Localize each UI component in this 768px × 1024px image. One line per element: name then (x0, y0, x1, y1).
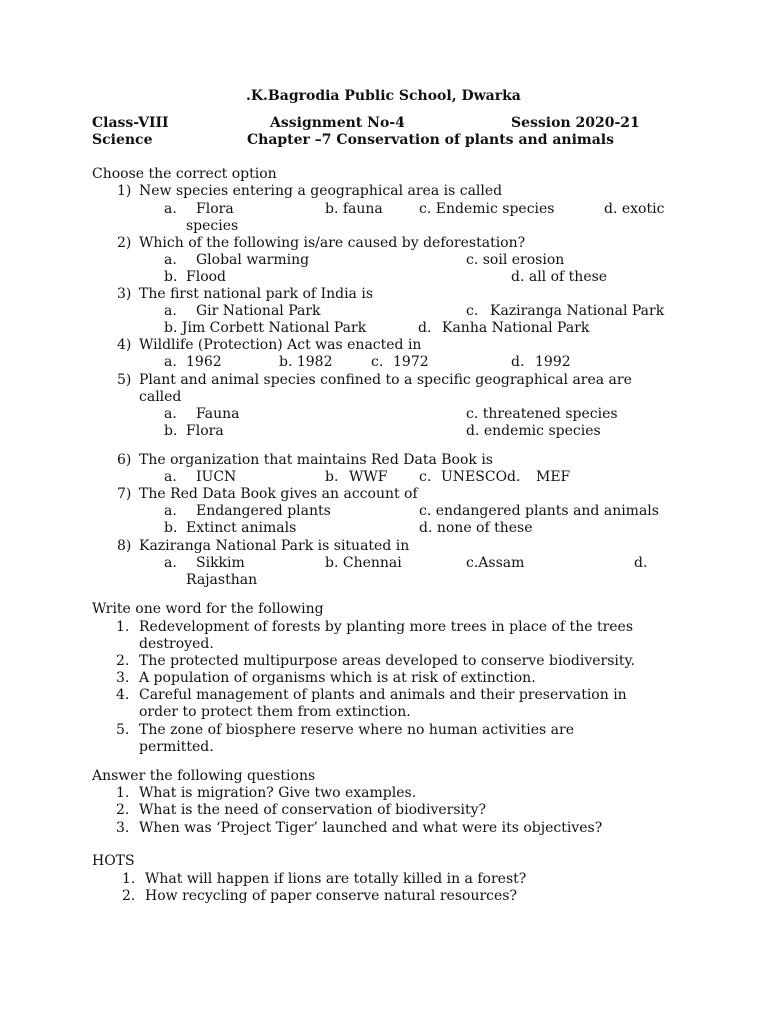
item-number: 1. (122, 871, 136, 887)
subject-label: Science (92, 132, 153, 148)
option-text: Flood (186, 269, 227, 285)
item-text: Redevelopment of forests by planting more trees in place of the trees (139, 619, 634, 635)
option-text: Gir National Park (196, 303, 321, 319)
option-text: Kanha National Park (442, 320, 590, 336)
item-text-continued: destroyed. (139, 636, 214, 652)
item-text: What will happen if lions are totally killed in a forest? (145, 871, 527, 887)
option-text: UNESCOd. (441, 469, 521, 485)
option-label: c. (419, 469, 432, 485)
item-text: When was ‘Project Tiger’ launched and what were its objectives? (139, 820, 603, 836)
item-text: Careful management of plants and animals and their preservation in (139, 687, 627, 703)
option-b: b. 1982 (279, 354, 333, 370)
option-text: MEF (536, 469, 571, 485)
question-text: Which of the following is/are caused by deforestation? (139, 235, 526, 251)
option-label: a. (164, 354, 177, 370)
option-label: a. (164, 503, 177, 519)
option-d: d. none of these (419, 520, 533, 536)
question-number: 4) (117, 337, 132, 353)
item-text: The protected multipurpose areas developed to conserve biodiversity. (139, 653, 635, 669)
question-text-continued: called (139, 389, 182, 405)
school-name: .K.Bagrodia Public School, Dwarka (246, 88, 521, 104)
option-b: b. Jim Corbett National Park (164, 320, 367, 336)
option-d: d. endemic species (466, 423, 601, 439)
item-number: 2. (116, 653, 130, 669)
option-c: c. threatened species (466, 406, 618, 422)
option-label: a. (164, 303, 177, 319)
option-text: Global warming (196, 252, 310, 268)
option-c: c.Assam (466, 555, 525, 571)
option-text: Sikkim (196, 555, 245, 571)
option-text: 1992 (535, 354, 571, 370)
item-number: 5. (116, 722, 130, 738)
option-text: Flora (196, 201, 234, 217)
option-text: IUCN (196, 469, 237, 485)
option-text: Endangered plants (196, 503, 331, 519)
question-text: The organization that maintains Red Data Book is (139, 452, 493, 468)
option-label: b. (164, 520, 178, 536)
option-c: c. endangered plants and animals (419, 503, 659, 519)
option-label: a. (164, 201, 177, 217)
question-number: 3) (117, 286, 132, 302)
item-number: 4. (116, 687, 130, 703)
item-number: 2. (116, 802, 130, 818)
item-number: 2. (122, 888, 136, 904)
item-text: How recycling of paper conserve natural resources? (145, 888, 517, 904)
section-heading-hots: HOTS (92, 853, 135, 869)
question-number: 2) (117, 235, 132, 251)
option-text: 1972 (393, 354, 429, 370)
chapter-title: Chapter –7 Conservation of plants and animals (247, 132, 615, 148)
option-b: b. Chennai (325, 555, 402, 571)
option-d: d. all of these (511, 269, 608, 285)
item-number: 3. (116, 820, 130, 836)
option-c: c. soil erosion (466, 252, 565, 268)
item-text-continued: permitted. (139, 739, 214, 755)
question-text: New species entering a geographical area is called (139, 183, 503, 199)
option-d-continued: species (186, 218, 239, 234)
item-number: 1. (116, 619, 130, 635)
question-text: The Red Data Book gives an account of (139, 486, 418, 502)
option-d: d. (634, 555, 648, 571)
question-number: 6) (117, 452, 132, 468)
option-label: d. (418, 320, 432, 336)
option-label: a. (164, 555, 177, 571)
item-text: A population of organisms which is at risk of extinction. (139, 670, 536, 686)
section-heading-one-word: Write one word for the following (92, 601, 324, 617)
section-heading-mcq: Choose the correct option (92, 166, 277, 182)
option-d-continued: Rajasthan (186, 572, 258, 588)
option-label: c. (371, 354, 384, 370)
item-number: 1. (116, 785, 130, 801)
option-text: Kaziranga National Park (490, 303, 665, 319)
item-text: What is the need of conservation of biodiversity? (139, 802, 487, 818)
item-text: The zone of biosphere reserve where no human activities are (139, 722, 574, 738)
option-text: Flora (186, 423, 224, 439)
option-label: b. (164, 423, 178, 439)
option-text: Extinct animals (186, 520, 297, 536)
item-text-continued: order to protect them from extinction. (139, 704, 411, 720)
class-label: Class-VIII (92, 115, 169, 131)
question-number: 7) (117, 486, 132, 502)
option-label: a. (164, 252, 177, 268)
option-label: a. (164, 406, 177, 422)
option-label: b. (325, 469, 339, 485)
question-text: Kaziranga National Park is situated in (139, 538, 410, 554)
option-text: WWF (349, 469, 388, 485)
session-label: Session 2020-21 (511, 115, 640, 131)
item-number: 3. (116, 670, 130, 686)
question-number: 5) (117, 372, 132, 388)
section-heading-answer: Answer the following questions (92, 768, 316, 784)
option-label: b. (164, 269, 178, 285)
question-number: 8) (117, 538, 132, 554)
question-text: Wildlife (Protection) Act was enacted in (139, 337, 422, 353)
item-text: What is migration? Give two examples. (139, 785, 417, 801)
option-text: 1962 (186, 354, 222, 370)
option-d: d. exotic (604, 201, 665, 217)
option-label: c. (466, 303, 479, 319)
question-text: The first national park of India is (139, 286, 374, 302)
option-b: b. fauna (325, 201, 383, 217)
option-c: c. Endemic species (419, 201, 555, 217)
assignment-label: Assignment No-4 (270, 115, 405, 131)
question-number: 1) (117, 183, 132, 199)
option-label: a. (164, 469, 177, 485)
question-text: Plant and animal species confined to a specific geographical area are (139, 372, 632, 388)
option-text: Fauna (196, 406, 240, 422)
option-label: d. (511, 354, 525, 370)
